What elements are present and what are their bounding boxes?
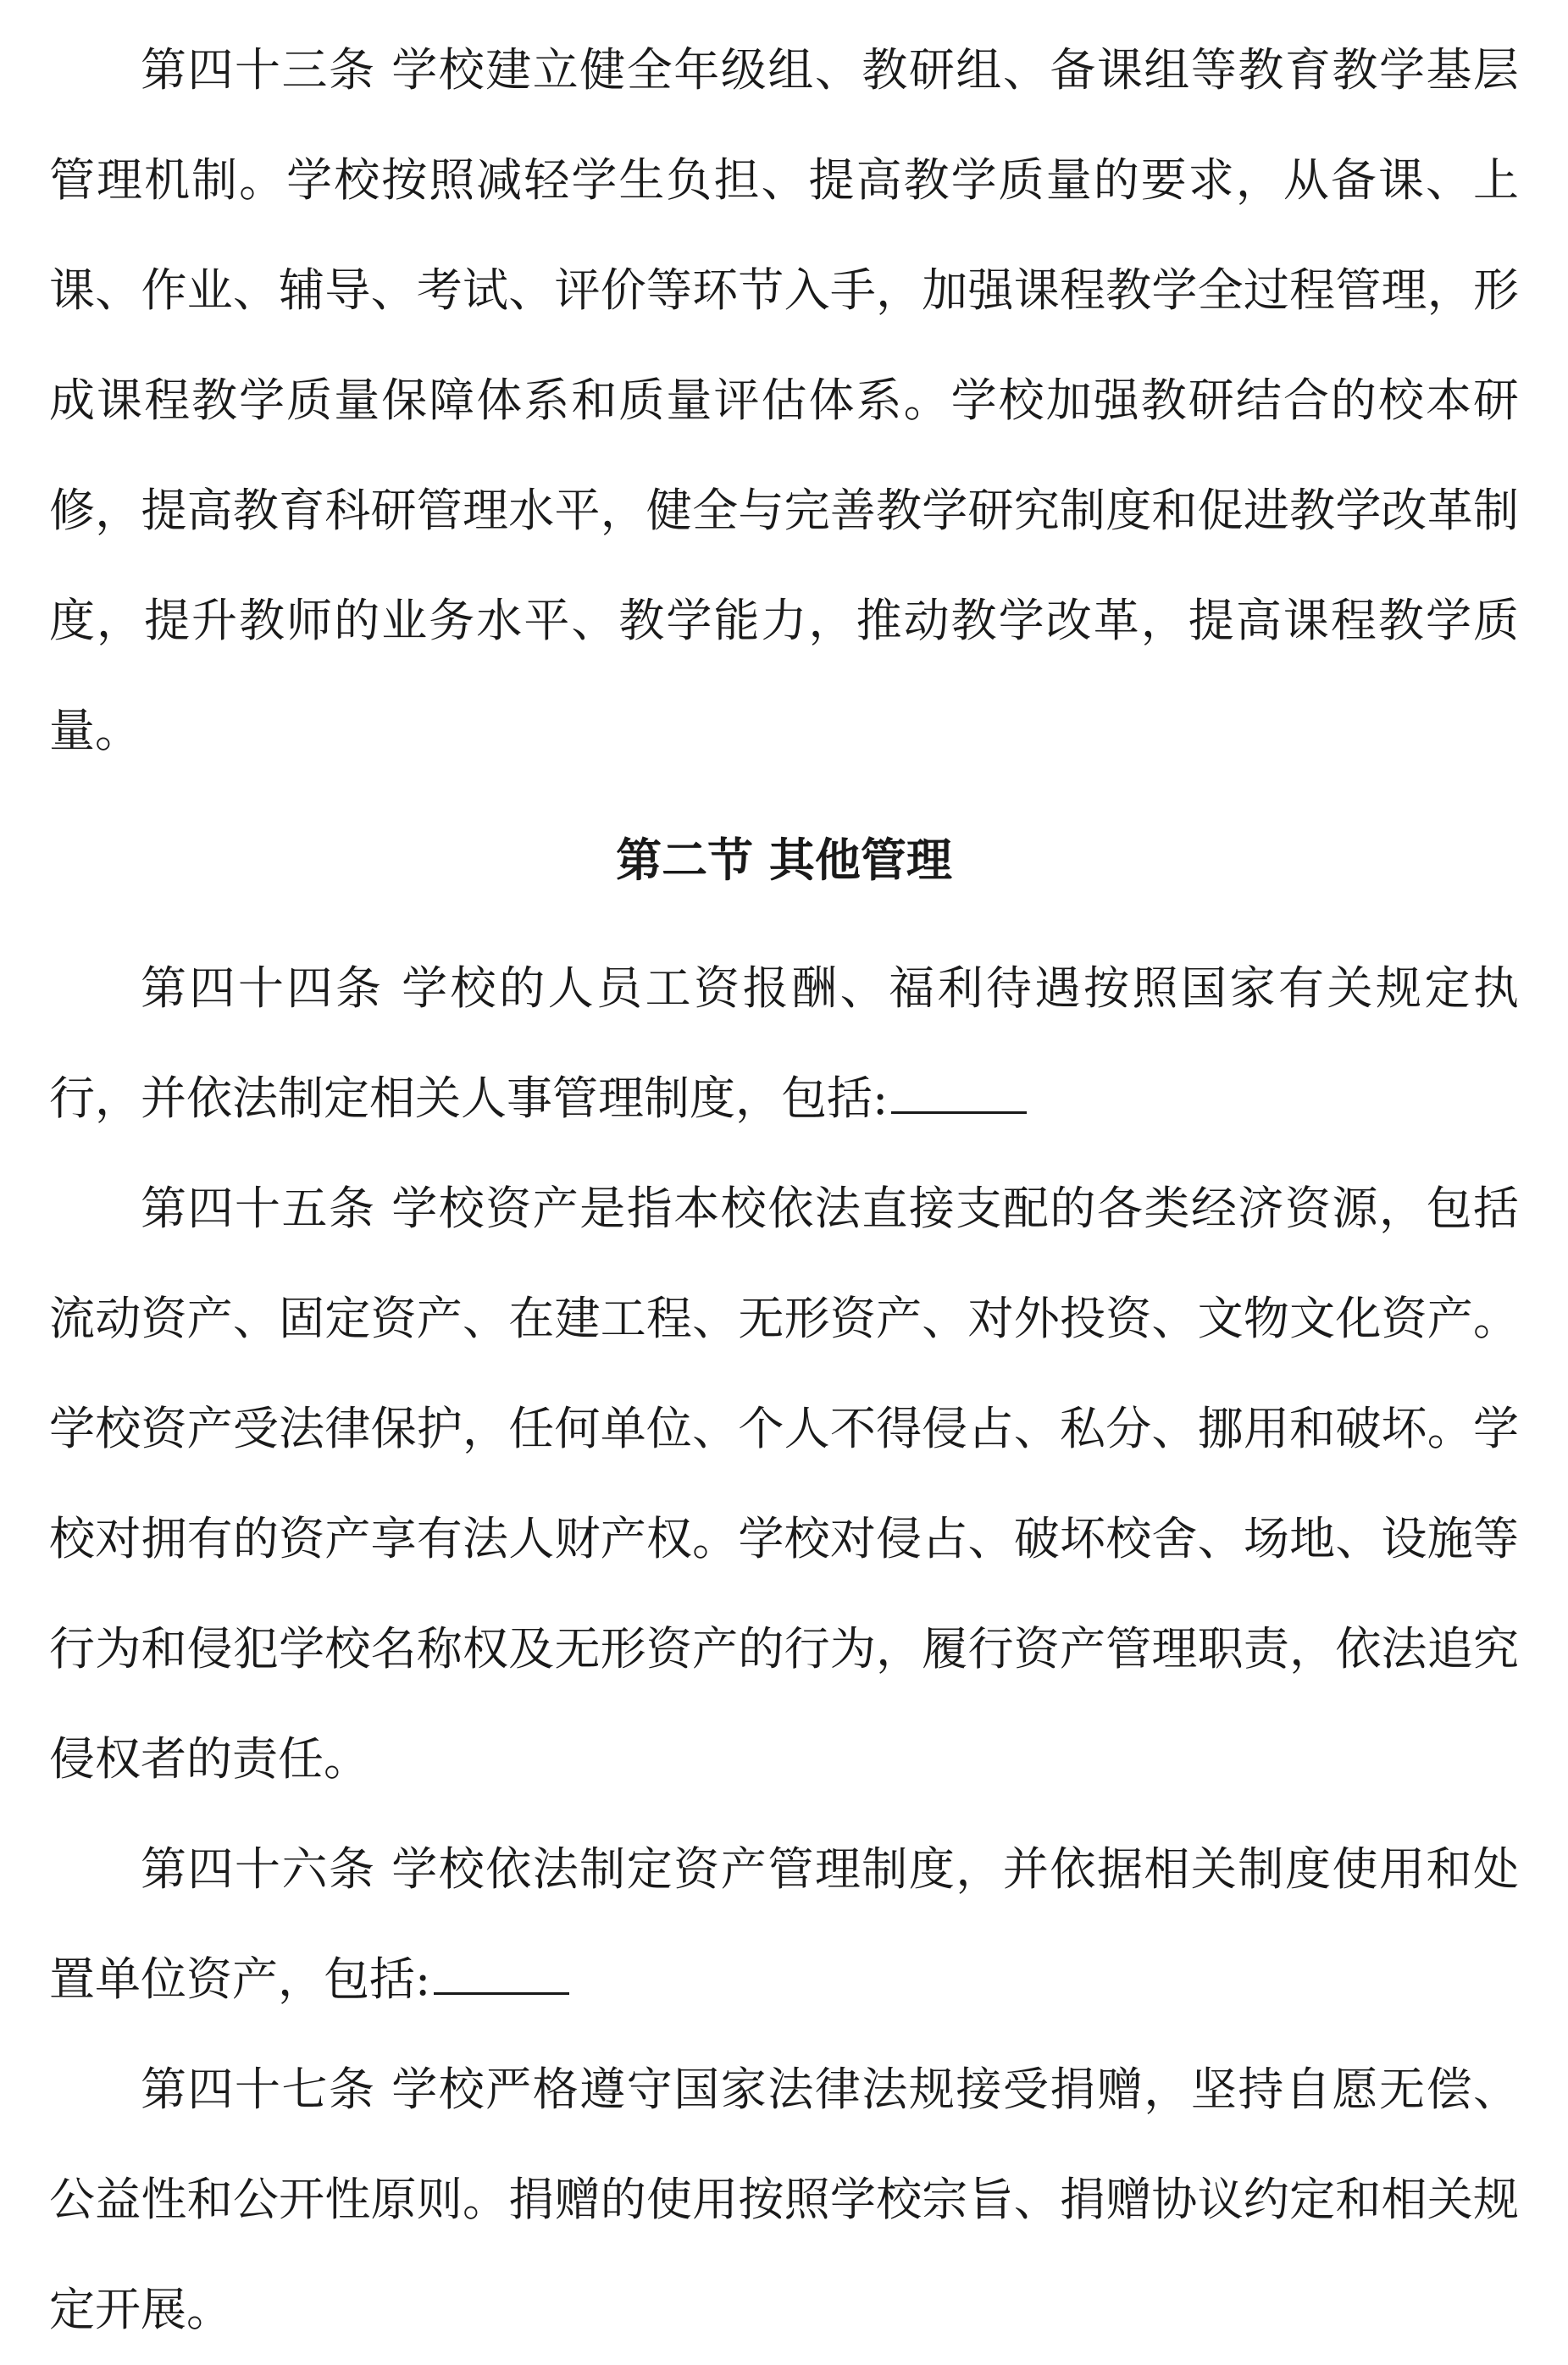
article-47-text: 第四十七条 学校严格遵守国家法律法规接受捐赠，坚持自愿无偿、公益性和公开性原则。捐赠的使用按照学校宗旨、捐赠协议约定和相关规定开展。 (49, 2063, 1519, 2336)
fill-in-blank (891, 1077, 1027, 1114)
article-44 (49, 933, 1519, 1154)
article-45-text: 第四十五条 学校资产是指本校依法直接支配的各类经济资源，包括流动资产、固定资产、在建工程、无形资产、对外投资、文物文化资产。学校资产受法律保护，任何单位、个人不得侵占、私分、挪用和破坏。学校对拥有的资产享有法人财产权。学校对侵占、破坏校舍、场地、设施等行为和侵犯学校名称权及无形资产的行为，履行资产管理职责，依法追究侵权者的责任。 (49, 1182, 1519, 1786)
document-page (49, 0, 1519, 2365)
article-44-text: 第四十四条 学校的人员工资报酬、福利待遇按照国家有关规定执行，并依法制定相关人事管理制度，包括: (49, 961, 1519, 1125)
section-heading: 第二节 其他管理 (616, 833, 952, 887)
article-46 (49, 1814, 1519, 2035)
article-43-text: 第四十三条 学校建立健全年级组、教研组、备课组等教育教学基层管理机制。学校按照减轻学生负担、提高教学质量的要求，从备课、上课、作业、辅导、考试、评价等环节入手，加强课程教学全过程管理，形成课程教学质量保障体系和质量评估体系。学校加强教研结合的校本研修，提高教育科研管理水平，健全与完善教学研究制度和促进教学改革制度，提升教师的业务水平、教学能力，推动教学改革，提高课程教学质量。 (49, 43, 1519, 757)
article-43 (49, 15, 1519, 786)
article-45 (49, 1154, 1519, 1814)
article-47 (49, 2035, 1519, 2365)
fill-in-blank (434, 1958, 569, 1995)
article-46-text: 第四十六条 学校依法制定资产管理制度，并依据相关制度使用和处置单位资产，包括: (49, 1842, 1519, 2006)
